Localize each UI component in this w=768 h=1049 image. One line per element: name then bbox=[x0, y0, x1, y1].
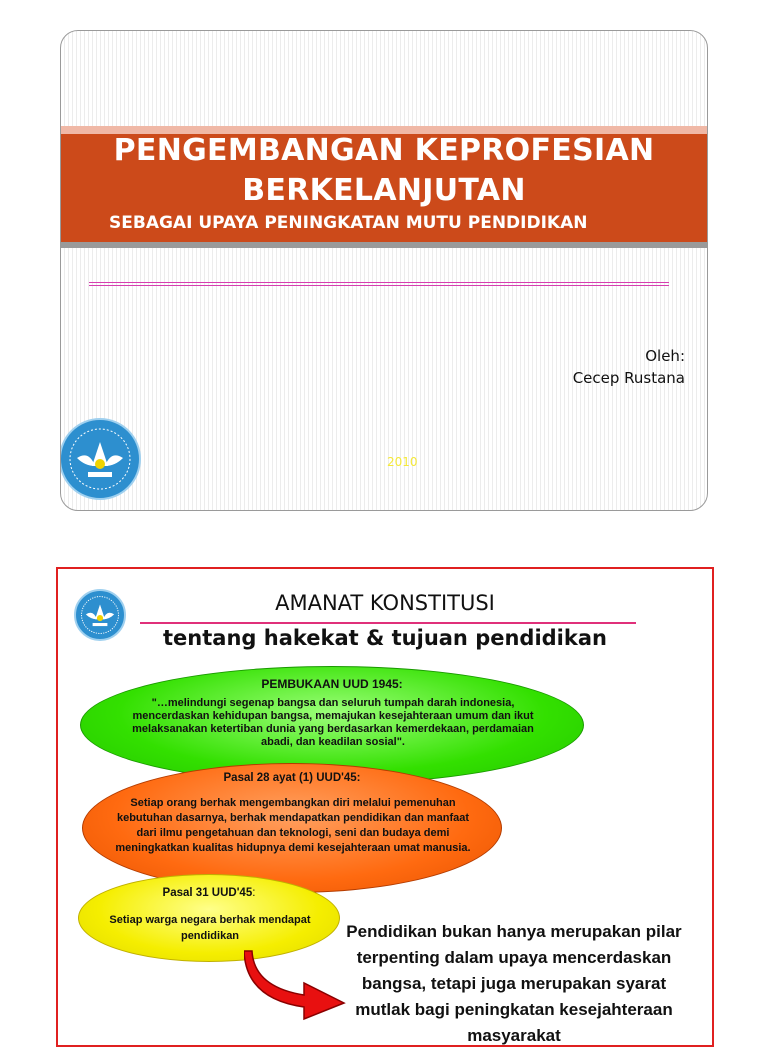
title-underline bbox=[140, 622, 636, 624]
ellipse-body: "…melindungi segenap bangsa dan seluruh tumpah darah indonesia, mencerdaskan kehidupan bangsa, memajukan kesejahteraan umum dan ikut melaksanakan ketertiban dunia yang berdasarkan kemerdekaan, perdamaian abadi, dan keadilan sosial". bbox=[132, 697, 534, 748]
ellipse-title bbox=[79, 887, 339, 899]
slide-title: PENGEMBANGAN KEPROFESIAN BERKELANJUTAN bbox=[113, 133, 655, 208]
title-slide bbox=[60, 30, 708, 511]
author-name: Cecep Rustana bbox=[572, 369, 685, 387]
oleh-label: Oleh: bbox=[645, 347, 685, 365]
divider-line bbox=[89, 282, 669, 283]
ellipse-title: Pasal 28 ayat (1) UUD'45: bbox=[223, 772, 361, 784]
slide-subtitle: tentang hakekat & tujuan pendidikan bbox=[163, 626, 607, 650]
divider-line bbox=[89, 285, 669, 286]
ellipse-title-text: Pasal 31 UUD'45 bbox=[162, 887, 253, 899]
ellipse-title-colon: : bbox=[252, 887, 256, 899]
ellipse-body: Setiap orang berhak mengembangkan diri melalui pemenuhan kebutuhan dasarnya, berhak mendapatkan pendidikan dan manfaat dari ilmu pengetahuan dan teknologi, seni dan budaya demi meningkatkan kualitas hidupnya demi kesejahteraan umat manusia. bbox=[115, 797, 471, 854]
author-block bbox=[573, 345, 685, 389]
ellipse-title: PEMBUKAAN UUD 1945: bbox=[261, 677, 403, 691]
pasal-28-ellipse bbox=[82, 763, 502, 893]
key-statement: Pendidikan bukan hanya merupakan pilar terpenting dalam upaya mencerdaskan bangsa, tetapi juga merupakan syarat mutlak bagi peningkatan kesejahteraan masyarakat bbox=[346, 922, 682, 1045]
year-text: 2010 bbox=[387, 455, 418, 469]
content-slide bbox=[56, 567, 714, 1047]
title-band-bottom-stripe bbox=[61, 242, 707, 248]
tut-wuri-handayani-logo-icon bbox=[60, 418, 141, 500]
slide-title: AMANAT KONSTITUSI bbox=[275, 591, 495, 615]
slide-subtitle: SEBAGAI UPAYA PENINGKATAN MUTU PENDIDIKAN bbox=[109, 213, 588, 233]
ellipse-body: Setiap warga negara berhak mendapat pendidikan bbox=[109, 914, 311, 942]
